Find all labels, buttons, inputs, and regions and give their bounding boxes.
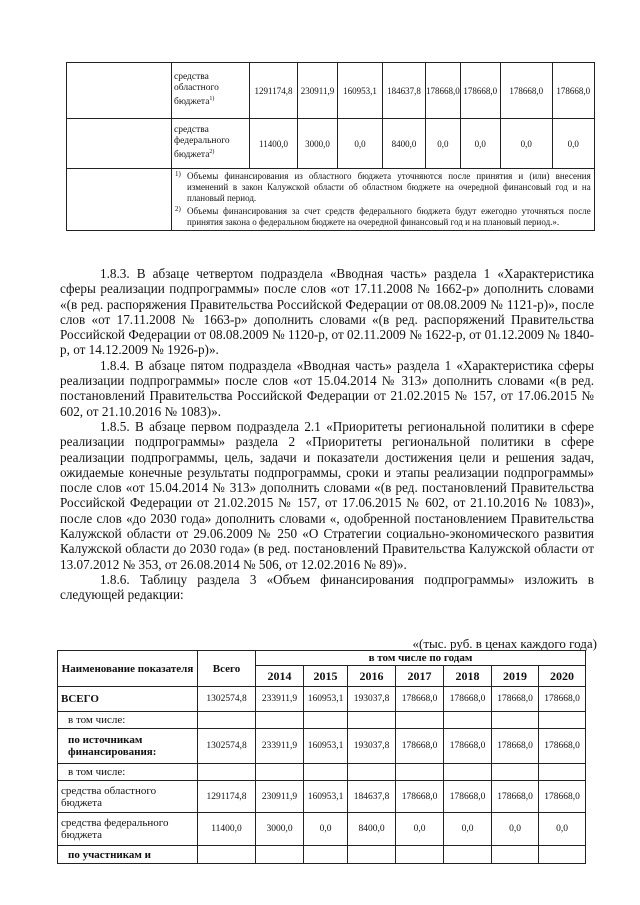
value-cell: 178668,0 (539, 687, 586, 712)
value-cell: 230911,9 (298, 63, 338, 119)
footnote: 2) Объемы финансирования за счет средств федерального бюджета будут ежегодно уточняться после принятия закона о федеральном бюджете на очередной финансовый год и на плановый период.». (175, 205, 591, 227)
value-cell: 178668,0 (396, 729, 444, 764)
value-cell: 0,0 (500, 119, 552, 169)
row-label: по участникам и (58, 846, 198, 864)
financing-table (57, 650, 586, 864)
row-label: средства областного бюджета$^{1)}$ (172, 63, 250, 119)
value-cell: 0,0 (444, 813, 492, 846)
year-header: 2015 (304, 666, 348, 687)
value-cell: 160953,1 (304, 729, 348, 764)
value-cell: 11400,0 (198, 813, 256, 846)
header-total: Всего (198, 651, 256, 687)
empty-cell (67, 119, 172, 169)
value-cell: 3000,0 (256, 813, 304, 846)
header-row (58, 651, 586, 666)
value-cell: 178668,0 (539, 781, 586, 813)
units-caption: «(тыс. руб. в ценах каждого года) (412, 636, 597, 651)
value-cell: 0,0 (304, 813, 348, 846)
value-cell: 178668,0 (552, 63, 594, 119)
value-cell: 1302574,8 (198, 687, 256, 712)
value-cell: 0,0 (460, 119, 500, 169)
value-cell: 0,0 (552, 119, 594, 169)
value-cell: 178668,0 (426, 63, 461, 119)
header-by-years: в том числе по годам (256, 651, 586, 666)
value-cell: 193037,8 (348, 729, 396, 764)
table-row (58, 687, 586, 712)
top-table-row (67, 63, 595, 119)
value-cell: 0,0 (426, 119, 461, 169)
value-cell: 1291174,8 (198, 781, 256, 813)
year-header: 2018 (444, 666, 492, 687)
value-cell: 178668,0 (492, 687, 539, 712)
value-cell: 178668,0 (444, 687, 492, 712)
value-cell: 0,0 (396, 813, 444, 846)
empty-cell (67, 169, 172, 231)
row-label: средства федерального бюджета (58, 813, 198, 846)
document-body (60, 266, 594, 603)
value-cell: 1302574,8 (198, 729, 256, 764)
value-cell: 233911,9 (256, 729, 304, 764)
value-cell: 184637,8 (383, 63, 426, 119)
year-header: 2017 (396, 666, 444, 687)
value-cell: 178668,0 (492, 781, 539, 813)
value-cell: 184637,8 (348, 781, 396, 813)
value-cell: 160953,1 (304, 687, 348, 712)
row-label: в том числе: (58, 712, 198, 729)
value-cell: 178668,0 (396, 781, 444, 813)
row-label: средства федерального бюджета$^{2)}$ (172, 119, 250, 169)
footnotes-row (67, 169, 595, 231)
value-cell: 160953,1 (338, 63, 383, 119)
value-cell: 1291174,8 (250, 63, 298, 119)
year-header: 2016 (348, 666, 396, 687)
empty-cell (67, 63, 172, 119)
paragraph: 1.8.6. Таблицу раздела 3 «Объем финансирования подпрограммы» изложить в следующей редакции: (60, 571, 594, 603)
paragraph: 1.8.4. В абзаце пятом подраздела «Вводная часть» раздела 1 «Характеристика сферы реализации подпрограммы» после слов «от 15.04.2014 № 313» дополнить словами «(в ред. постановлений Правительства Российской Федерации от 21.02.2015 № 157, от 17.06.2015 № 602, от 21.10.2016 № 1083)». (60, 357, 594, 419)
value-cell: 233911,9 (256, 687, 304, 712)
table-row (58, 813, 586, 846)
value-cell: 178668,0 (396, 687, 444, 712)
top-financing-table (66, 62, 595, 231)
table-row (58, 846, 586, 864)
row-label: по источникам финансирования: (58, 729, 198, 764)
value-cell: 178668,0 (444, 781, 492, 813)
value-cell: 178668,0 (460, 63, 500, 119)
row-label: в том числе: (58, 764, 198, 781)
value-cell: 178668,0 (500, 63, 552, 119)
table-row (58, 764, 586, 781)
value-cell: 178668,0 (539, 729, 586, 764)
value-cell: 0,0 (338, 119, 383, 169)
top-table-row (67, 119, 595, 169)
footnote: 1) Объемы финансирования из областного бюджета уточняются после принятия и (или) внесения изменений в закон Калужской области об областном бюджете на очередной финансовый год и на плановый период. (175, 170, 591, 203)
paragraph: 1.8.5. В абзаце первом подраздела 2.1 «Приоритеты региональной политики в сфере реализации подпрограммы» раздела 2 «Приоритеты региональной политики в сфере реализации подпрограммы, цель, задачи и показатели достижения цели и решения задач, ожидаемые конечные результаты подпрограммы, сроки и этапы реализации подпрограммы» после слов «от 15.04.2014 № 313» дополнить словами «(в ред. постановлений Правительства Российской Федерации от 21.02.2015 № 157, от 17.06.2015 № 602, от 21.10.2016 № 1083)», после слов «до 2030 года» дополнить словами «, одобренной постановлением Правительства Калужской области от 29.06.2009 № 250 «О Стратегии социально-экономического развития Калужской области до 2030 года» (в ред. постановлений Правительства Калужской области от 13.07.2012 № 353, от 26.08.2014 № 506, от 12.02.2016 № 89)». (60, 418, 594, 572)
value-cell: 178668,0 (444, 729, 492, 764)
value-cell: 0,0 (539, 813, 586, 846)
value-cell: 230911,9 (256, 781, 304, 813)
value-cell: 0,0 (492, 813, 539, 846)
value-cell: 193037,8 (348, 687, 396, 712)
footnotes-cell (172, 169, 595, 231)
year-header: 2014 (256, 666, 304, 687)
year-header: 2019 (492, 666, 539, 687)
table-row (58, 712, 586, 729)
value-cell: 11400,0 (250, 119, 298, 169)
header-name: Наименование показателя (58, 651, 198, 687)
year-header: 2020 (539, 666, 586, 687)
table-row (58, 729, 586, 764)
table-row (58, 781, 586, 813)
row-label: средства областного бюджета (58, 781, 198, 813)
value-cell: 8400,0 (348, 813, 396, 846)
paragraph: 1.8.3. В абзаце четвертом подраздела «Вводная часть» раздела 1 «Характеристика сферы реализации подпрограммы» после слов «от 17.11.2008 № 1662-р» дополнить словами «(в ред. распоряжения Правительства Российской Федерации от 08.08.2009 № 1121-р)», после слов «от 17.11.2008 № 1663-р» дополнить словами «(в ред. распоряжений Правительства Российской Федерации от 08.08.2009 № 1120-р, от 02.11.2009 № 1622-р, от 01.12.2009 № 1840-р, от 14.12.2009 № 1926-р)». (60, 266, 594, 358)
row-label: ВСЕГО (58, 687, 198, 712)
value-cell: 178668,0 (492, 729, 539, 764)
value-cell: 3000,0 (298, 119, 338, 169)
value-cell: 8400,0 (383, 119, 426, 169)
value-cell: 160953,1 (304, 781, 348, 813)
